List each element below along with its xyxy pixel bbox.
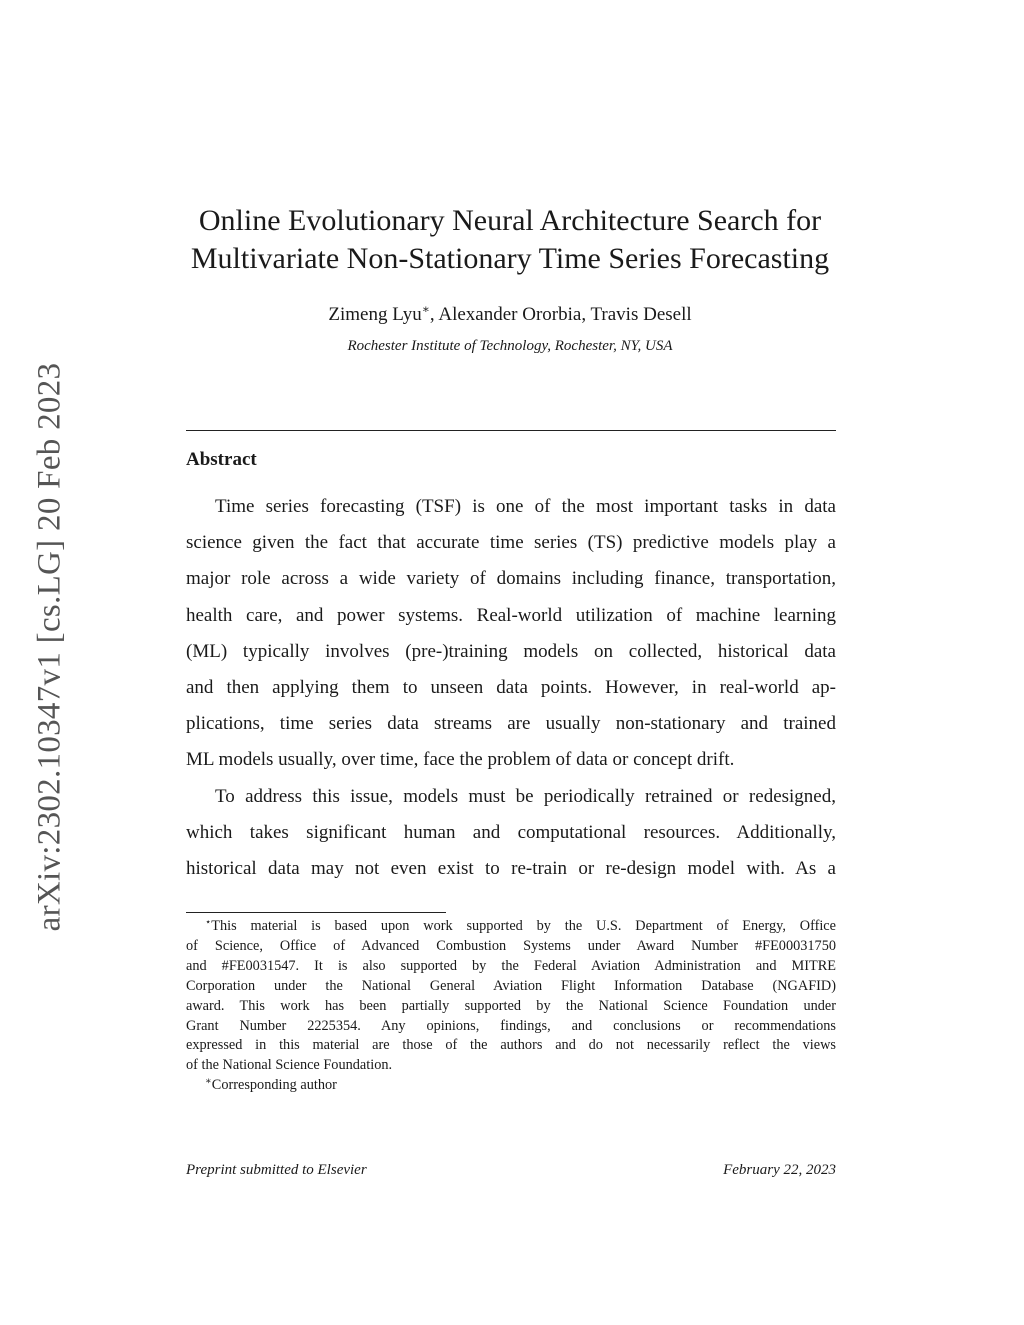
footnote-line: Corporation under the National General Aviation Flight Information Database (NGAFID) <box>186 977 836 994</box>
footnote-separator <box>186 912 446 913</box>
arxiv-identifier-stamp <box>28 352 72 942</box>
abstract-line: Time series forecasting (TSF) is one of the most important tasks in data <box>215 496 836 517</box>
footnote-line: Grant Number 2225354. Any opinions, findings, and conclusions or recommendations <box>186 1017 836 1034</box>
paper-title-line-2: Multivariate Non-Stationary Time Series Forecasting <box>190 242 830 275</box>
abstract-line: science given the fact that accurate time series (TS) predictive models play a <box>186 532 836 554</box>
funding-footnote-mark: ⋆ <box>205 917 212 928</box>
author-rest: , Alexander Ororbia, Travis Desell <box>429 304 692 325</box>
footnote-line: expressed in this material are those of the authors and do not necessarily reflect the views <box>186 1037 836 1054</box>
abstract-line: historical data may not even exist to re-train or re-design model with. As a <box>186 858 836 880</box>
abstract-line: ML models usually, over time, face the problem of data or concept drift. <box>186 749 735 771</box>
abstract-line: and then applying them to unseen data points. However, in real-world ap- <box>186 677 836 699</box>
abstract-line: major role across a wide variety of domains including finance, transportation, <box>186 568 836 590</box>
preprint-date: February 22, 2023 <box>723 1162 836 1178</box>
corresponding-footnote <box>186 1076 836 1096</box>
abstract-top-rule <box>186 430 836 431</box>
abstract-line: which takes significant human and computational resources. Additionally, <box>186 821 836 843</box>
abstract-heading: Abstract <box>186 449 257 470</box>
author-first: Zimeng Lyu <box>328 304 422 325</box>
footnote-line: ⋆This material is based upon work supported by the U.S. Department of Energy, Office <box>205 917 836 934</box>
abstract-paragraph-1 <box>186 489 836 779</box>
footnote-line: of the National Science Foundation. <box>186 1057 393 1074</box>
arxiv-identifier-text: arXiv:2302.10347v1 [cs.LG] 20 Feb 2023 <box>31 362 68 932</box>
abstract-line: To address this issue, models must be periodically retrained or redesigned, <box>215 785 836 807</box>
abstract-line: plications, time series data streams are usually non-stationary and trained <box>186 713 836 735</box>
author-list <box>200 303 820 327</box>
paper-title <box>150 202 870 278</box>
abstract-line: (ML) typically involves (pre-)training models on collected, historical data <box>186 640 836 662</box>
corresponding-footnote-mark: ∗ <box>205 1076 212 1088</box>
footnote-line: award. This work has been partially supported by the National Science Foundation under <box>186 997 836 1014</box>
footnote-line: of Science, Office of Advanced Combustion Systems under Award Number #FE00031750 <box>186 937 836 954</box>
footnotes <box>186 917 836 1096</box>
abstract-body <box>186 489 836 887</box>
corresponding-author-mark: ∗ <box>421 302 430 316</box>
paper-title-line-1: Online Evolutionary Neural Architecture Search for <box>198 204 822 237</box>
abstract-line: health care, and power systems. Real-world utilization of machine learning <box>186 604 836 626</box>
funding-footnote <box>186 917 836 1076</box>
footnote-line: ∗Corresponding author <box>205 1076 337 1094</box>
footnote-line: and #FE0031547. It is also supported by the Federal Aviation Administration and MITRE <box>186 957 836 974</box>
preprint-notice: Preprint submitted to Elsevier <box>186 1162 367 1178</box>
author-affiliation: Rochester Institute of Technology, Rochester, NY, USA <box>347 338 673 354</box>
abstract-paragraph-2 <box>186 779 836 888</box>
